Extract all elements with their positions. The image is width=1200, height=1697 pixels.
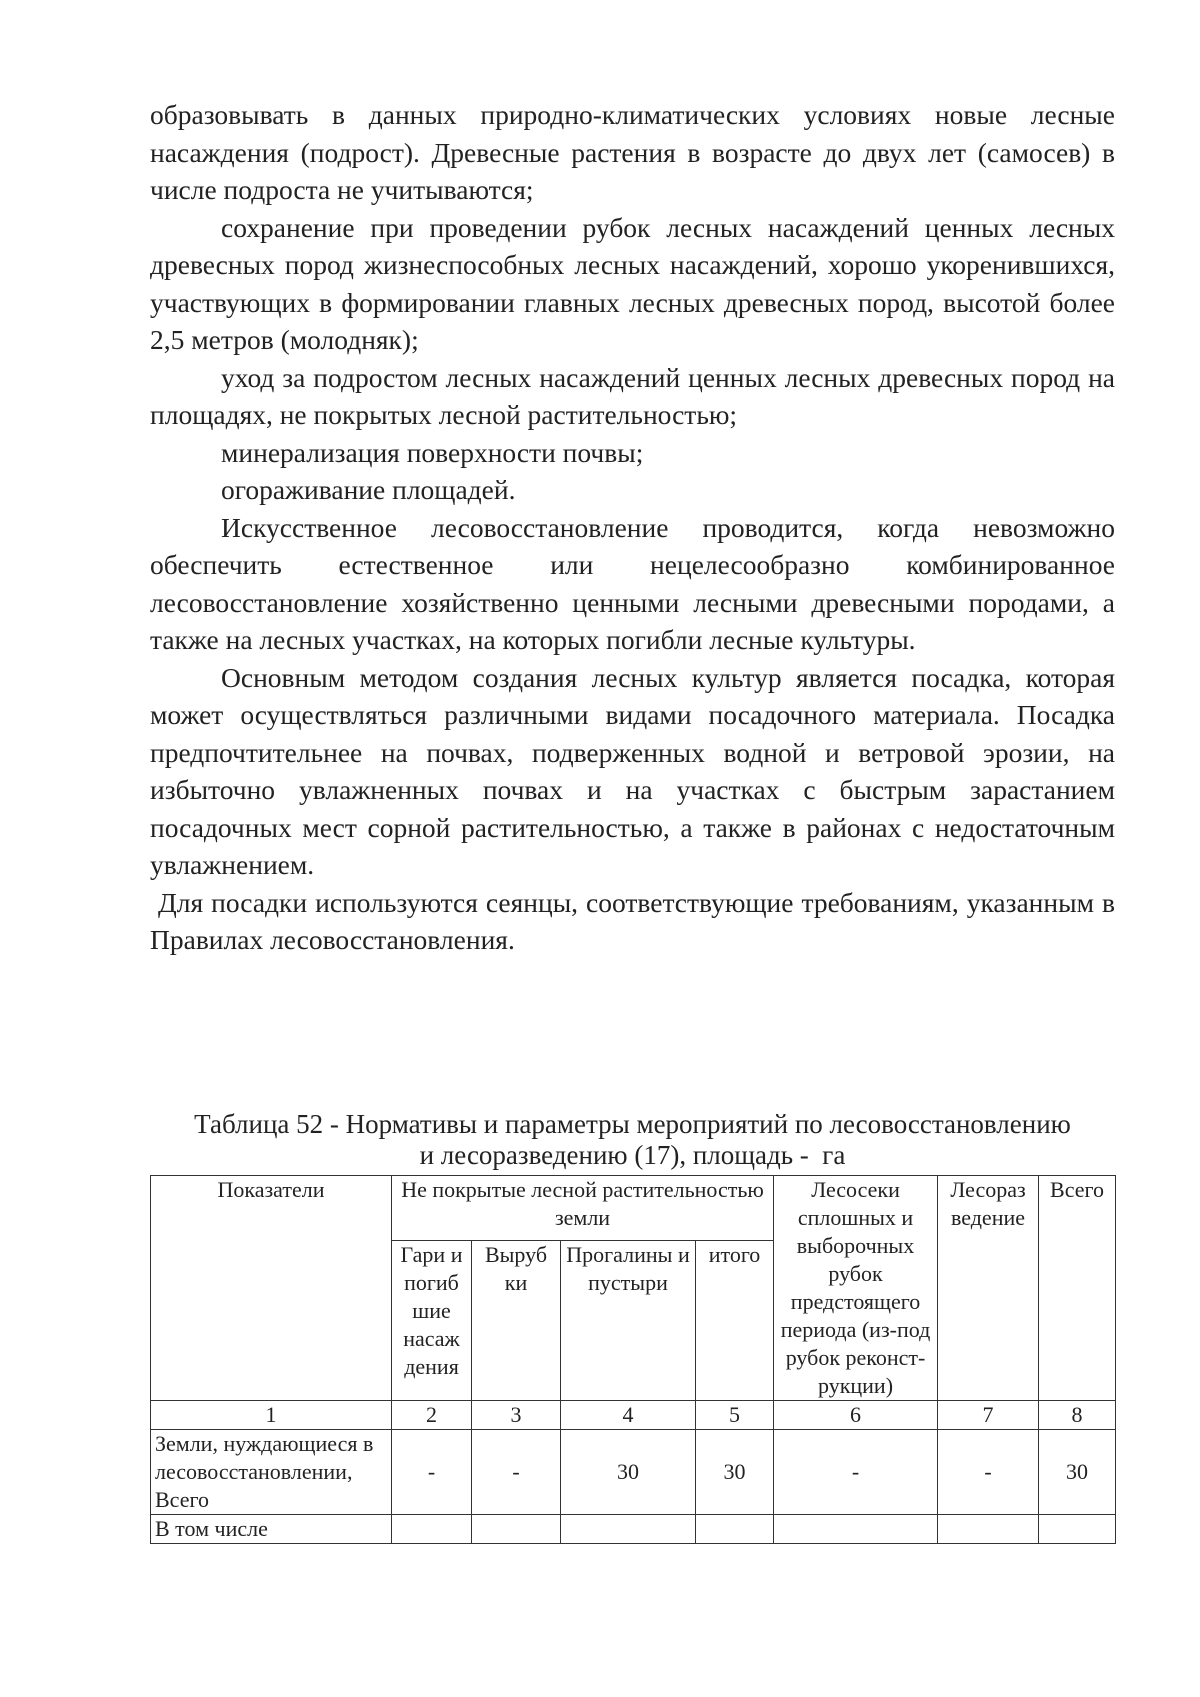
table-cell: 30 bbox=[696, 1430, 774, 1515]
header-cutting-areas: Лесосеки сплошных и выборочных рубок предстоящего периода (из-под рубок реконст-рукции) bbox=[774, 1176, 938, 1401]
header-burned: Гари и погиб шие насаж дения bbox=[392, 1240, 472, 1400]
table-row bbox=[151, 1515, 1116, 1544]
paragraph: Для посадки используются сеянцы, соответствующие требованиям, указанным в Правилах лесовосстановления. bbox=[150, 886, 1122, 955]
column-number-row bbox=[151, 1401, 1116, 1430]
table-cell bbox=[774, 1515, 938, 1544]
column-number: 5 bbox=[696, 1401, 774, 1430]
table-cell bbox=[561, 1515, 696, 1544]
header-total: Всего bbox=[1039, 1176, 1116, 1401]
table-caption bbox=[150, 1109, 1115, 1171]
header-glades: Прогалины и пустыри bbox=[561, 1240, 696, 1400]
row-label: В том числе bbox=[151, 1515, 392, 1544]
norms-table bbox=[150, 1175, 1116, 1544]
header-uncovered-group: Не покрытые лесной растительностью земли bbox=[392, 1176, 774, 1241]
column-number: 7 bbox=[938, 1401, 1039, 1430]
column-number: 8 bbox=[1039, 1401, 1116, 1430]
paragraph: минерализация поверхности почвы; bbox=[221, 436, 644, 468]
table-row bbox=[151, 1430, 1116, 1515]
table-cell: 30 bbox=[561, 1430, 696, 1515]
column-number: 1 bbox=[151, 1401, 392, 1430]
paragraph: образовывать в данных природно-климатических условиях новые лесные насаждения (подрост). Древесные растения в возрасте до двух лет (самосев) в числе подроста не учитываются; bbox=[150, 99, 1115, 205]
column-number: 2 bbox=[392, 1401, 472, 1430]
table-cell: - bbox=[774, 1430, 938, 1515]
table-cell bbox=[392, 1515, 472, 1544]
column-number: 6 bbox=[774, 1401, 938, 1430]
header-indicators: Показатели bbox=[151, 1176, 392, 1401]
table-cell bbox=[938, 1515, 1039, 1544]
table-caption-line2: и лесоразведению (17), площадь - га bbox=[419, 1140, 846, 1170]
paragraph: Искусственное лесовосстановление проводится, когда невозможно обеспечить естественное или нецелесообразно комбинированное лесовосстановление хозяйственно ценными лесными древесными породами, а также на лесных участках, на которых погибли лесные культуры. bbox=[150, 511, 1115, 655]
column-number: 4 bbox=[561, 1401, 696, 1430]
paragraph: уход за подростом лесных насаждений ценных лесных древесных пород на площадях, не покрытых лесной растительностью; bbox=[150, 361, 1115, 430]
table-cell: - bbox=[938, 1430, 1039, 1515]
column-number: 3 bbox=[472, 1401, 561, 1430]
table-cell bbox=[1039, 1515, 1116, 1544]
row-label: Земли, нуждающиеся в лесовосстановлении, Всего bbox=[151, 1430, 392, 1515]
header-afforestation: Лесораз ведение bbox=[938, 1176, 1039, 1401]
table-cell: 30 bbox=[1039, 1430, 1116, 1515]
paragraph: Основным методом создания лесных культур является посадка, которая может осуществляться различными видами посадочного материала. Посадка предпочтительнее на почвах, подверженных водной и ветровой эрозии, на избыточно увлажненных почвах и на участках с быстрым зарастанием посадочных мест сорной растительностью, а также в районах с недостаточным увлажнением. bbox=[150, 661, 1115, 880]
table-caption-line1: Таблица 52 - Нормативы и параметры мероприятий по лесовосстановлению bbox=[194, 1109, 1071, 1139]
header-subtotal: итого bbox=[696, 1240, 774, 1400]
table-cell: - bbox=[472, 1430, 561, 1515]
table-cell bbox=[472, 1515, 561, 1544]
table-header-row bbox=[151, 1176, 1116, 1241]
table-cell bbox=[696, 1515, 774, 1544]
header-cuttings: Выруб ки bbox=[472, 1240, 561, 1400]
paragraph: огораживание площадей. bbox=[221, 474, 516, 505]
paragraph: сохранение при проведении рубок лесных насаждений ценных лесных древесных пород жизнеспособных лесных насаждений, хорошо укоренившихся, участвующих в формировании главных лесных древесных пород, высотой более 2,5 метров (молодняк); bbox=[150, 211, 1115, 355]
table-cell: - bbox=[392, 1430, 472, 1515]
body-text bbox=[150, 96, 1122, 959]
